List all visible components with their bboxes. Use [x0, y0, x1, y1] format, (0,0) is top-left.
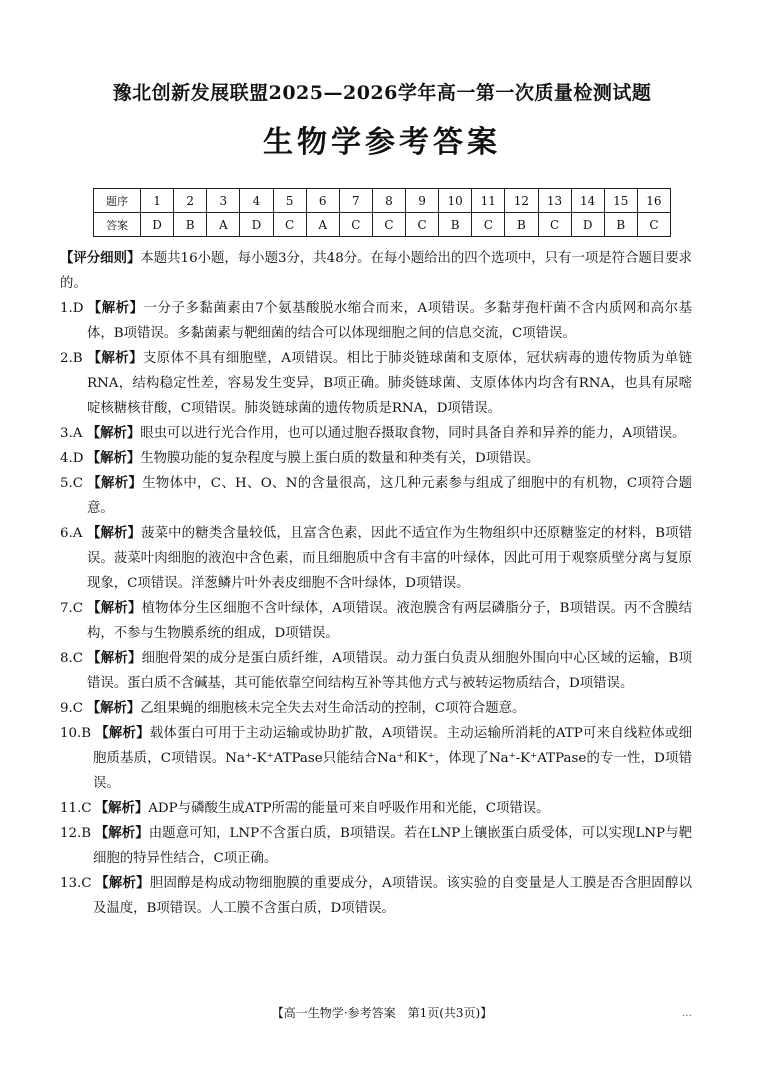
- page-mark: …: [682, 1008, 692, 1019]
- question-number: 5: [273, 189, 306, 213]
- question-number-row: [94, 189, 671, 213]
- item-text: ADP与磷酸生成ATP所需的能量可来自呼吸作用和光能，C项错误。: [148, 801, 550, 816]
- answer-cell: A: [207, 213, 240, 237]
- answer-cell: D: [571, 213, 604, 237]
- question-number: 11: [472, 189, 505, 213]
- item-text: 载体蛋白可用于主动运输或协助扩散，A项错误。主动运输所消耗的ATP可来自线粒体或细胞质基质，C项错误。Na⁺-K⁺ATPase只能结合Na⁺和K⁺，体现了Na⁺-K⁺ATPase的专一性，D项错误。: [93, 726, 693, 791]
- item-text: 胆固醇是构成动物细胞膜的重要成分，A项错误。该实验的自变量是人工膜是否含胆固醇以及温度，B项错误。人工膜不含蛋白质，D项错误。: [93, 876, 692, 916]
- item-number: 2.B: [60, 351, 83, 366]
- item-text: 细胞骨架的成分是蛋白质纤维，A项错误。动力蛋白负责从细胞外围向中心区域的运输，B项错误。蛋白质不含碱基，其可能依靠空间结构互补等其他方式与被转运物质结合，D项错误。: [87, 651, 692, 691]
- question-number: 10: [439, 189, 472, 213]
- explanation-item: [60, 521, 692, 596]
- explanation-item: [60, 721, 692, 796]
- answer-cell: C: [637, 213, 670, 237]
- explanation-item: [60, 871, 692, 921]
- analysis-tag: 【解析】: [101, 875, 150, 891]
- item-text: 生物体中，C、H、O、N的含量很高，这几种元素参与组成了细胞中的有机物，C项符合题意。: [87, 476, 692, 516]
- explanation-item: [60, 796, 692, 821]
- question-number: 7: [339, 189, 372, 213]
- item-text: 由题意可知，LNP不含蛋白质，B项错误。若在LNP上镶嵌蛋白质受体，可以实现LNP与靶细胞的特异性结合，C项正确。: [93, 826, 692, 866]
- analysis-tag: 【解析】: [93, 600, 142, 616]
- item-text: 乙组果蝇的细胞核未完全失去对生命活动的控制，C项符合题意。: [140, 701, 526, 716]
- analysis-tag: 【解析】: [93, 700, 141, 716]
- answer-cell: C: [372, 213, 405, 237]
- question-number: 6: [306, 189, 339, 213]
- answer-cell: C: [406, 213, 439, 237]
- row-label-answer: 答案: [94, 213, 141, 237]
- answer-row: [94, 213, 671, 237]
- question-number: 13: [538, 189, 571, 213]
- item-number: 12.B: [60, 826, 92, 841]
- item-number: 1.D: [60, 301, 84, 316]
- answer-cell: B: [604, 213, 637, 237]
- answer-cell: C: [273, 213, 306, 237]
- analysis-tag: 【解析】: [101, 725, 150, 741]
- question-number: 2: [174, 189, 207, 213]
- exam-title: 豫北创新发展联盟2025—2026学年高一第一次质量检测试题: [112, 82, 652, 104]
- item-number: 13.C: [60, 876, 92, 891]
- explanation-item: [60, 296, 692, 346]
- question-number: 1: [141, 189, 174, 213]
- analysis-tag: 【解析】: [94, 350, 143, 366]
- answer-cell: D: [240, 213, 273, 237]
- item-number: 3.A: [60, 426, 83, 441]
- explanation-item: [60, 821, 692, 871]
- answer-cell: B: [439, 213, 472, 237]
- analysis-tag: 【解析】: [94, 300, 144, 316]
- scoring-tag: 【评分细则】: [60, 250, 141, 266]
- item-text: 植物体分生区细胞不含叶绿体，A项错误。液泡膜含有两层磷脂分子，B项错误。丙不含膜结构，不参与生物膜系统的组成，D项错误。: [87, 601, 692, 641]
- explanation-item: [60, 646, 692, 696]
- question-number: 14: [571, 189, 604, 213]
- analysis-tag: 【解析】: [93, 450, 141, 466]
- answer-cell: D: [141, 213, 174, 237]
- item-number: 6.A: [60, 526, 83, 541]
- item-text: 眼虫可以进行光合作用，也可以通过胞吞摄取食物，同时具备自养和异养的能力，A项错误。: [140, 426, 686, 441]
- question-number: 8: [372, 189, 405, 213]
- answer-key-title: 生物学参考答案: [263, 125, 501, 160]
- question-number: 9: [406, 189, 439, 213]
- analysis-tag: 【解析】: [94, 475, 143, 491]
- explanation-item: [60, 596, 692, 646]
- explanation-item: [60, 696, 692, 721]
- answer-explanations: [60, 246, 692, 921]
- explanation-item: [60, 421, 692, 446]
- item-text: 支原体不具有细胞壁，A项错误。相比于肺炎链球菌和支原体，冠状病毒的遗传物质为单链RNA，结构稳定性差，容易发生变异，B项正确。肺炎链球菌、支原体体内均含有RNA，也具有尿嘧啶核糖核苷酸，C项错误。肺炎链球菌的遗传物质是RNA，D项错误。: [87, 351, 692, 416]
- item-text: 生物膜功能的复杂程度与膜上蛋白质的数量和种类有关，D项错误。: [140, 451, 540, 466]
- question-number: 12: [505, 189, 538, 213]
- item-number: 8.C: [60, 651, 84, 666]
- item-number: 5.C: [60, 476, 84, 491]
- answer-cell: C: [472, 213, 505, 237]
- analysis-tag: 【解析】: [93, 525, 142, 541]
- scoring-text: 本题共16小题，每小题3分，共48分。在每小题给出的四个选项中，只有一项是符合题目要求的。: [60, 251, 692, 291]
- explanation-item: [60, 471, 692, 521]
- item-number: 11.C: [60, 801, 92, 816]
- question-number: 15: [604, 189, 637, 213]
- answer-cell: B: [174, 213, 207, 237]
- analysis-tag: 【解析】: [101, 825, 149, 841]
- answer-cell: B: [505, 213, 538, 237]
- answer-cell: C: [339, 213, 372, 237]
- analysis-tag: 【解析】: [101, 800, 149, 816]
- scoring-rules: [60, 246, 692, 296]
- answer-table: [93, 188, 671, 237]
- item-number: 4.D: [60, 451, 84, 466]
- question-number: 16: [637, 189, 670, 213]
- item-text: 菠菜中的糖类含量较低，且富含色素，因此不适宜作为生物组织中还原糖鉴定的材料，B项错误。菠菜叶肉细胞的液泡中含色素，而且细胞质中含有丰富的叶绿体，因此可用于观察质壁分离与复原现象，C项错误。洋葱鳞片叶外表皮细胞不含叶绿体，D项错误。: [87, 526, 693, 591]
- explanation-item: [60, 346, 692, 421]
- analysis-tag: 【解析】: [93, 650, 142, 666]
- question-number: 4: [240, 189, 273, 213]
- analysis-tag: 【解析】: [93, 425, 141, 441]
- answer-cell: A: [306, 213, 339, 237]
- item-number: 7.C: [60, 601, 84, 616]
- item-number: 10.B: [60, 726, 92, 741]
- item-text: 一分子多黏菌素由7个氨基酸脱水缩合而来，A项错误。多黏芽孢杆菌不含内质网和高尔基体，B项错误。多黏菌素与靶细菌的结合可以体现细胞之间的信息交流，C项错误。: [87, 301, 693, 341]
- item-number: 9.C: [60, 701, 84, 716]
- question-number: 3: [207, 189, 240, 213]
- explanation-item: [60, 446, 692, 471]
- page-footer: 【高一生物学·参考答案 第1页(共3页)】: [271, 1006, 493, 1020]
- row-label-number: 题序: [94, 189, 141, 213]
- answer-cell: C: [538, 213, 571, 237]
